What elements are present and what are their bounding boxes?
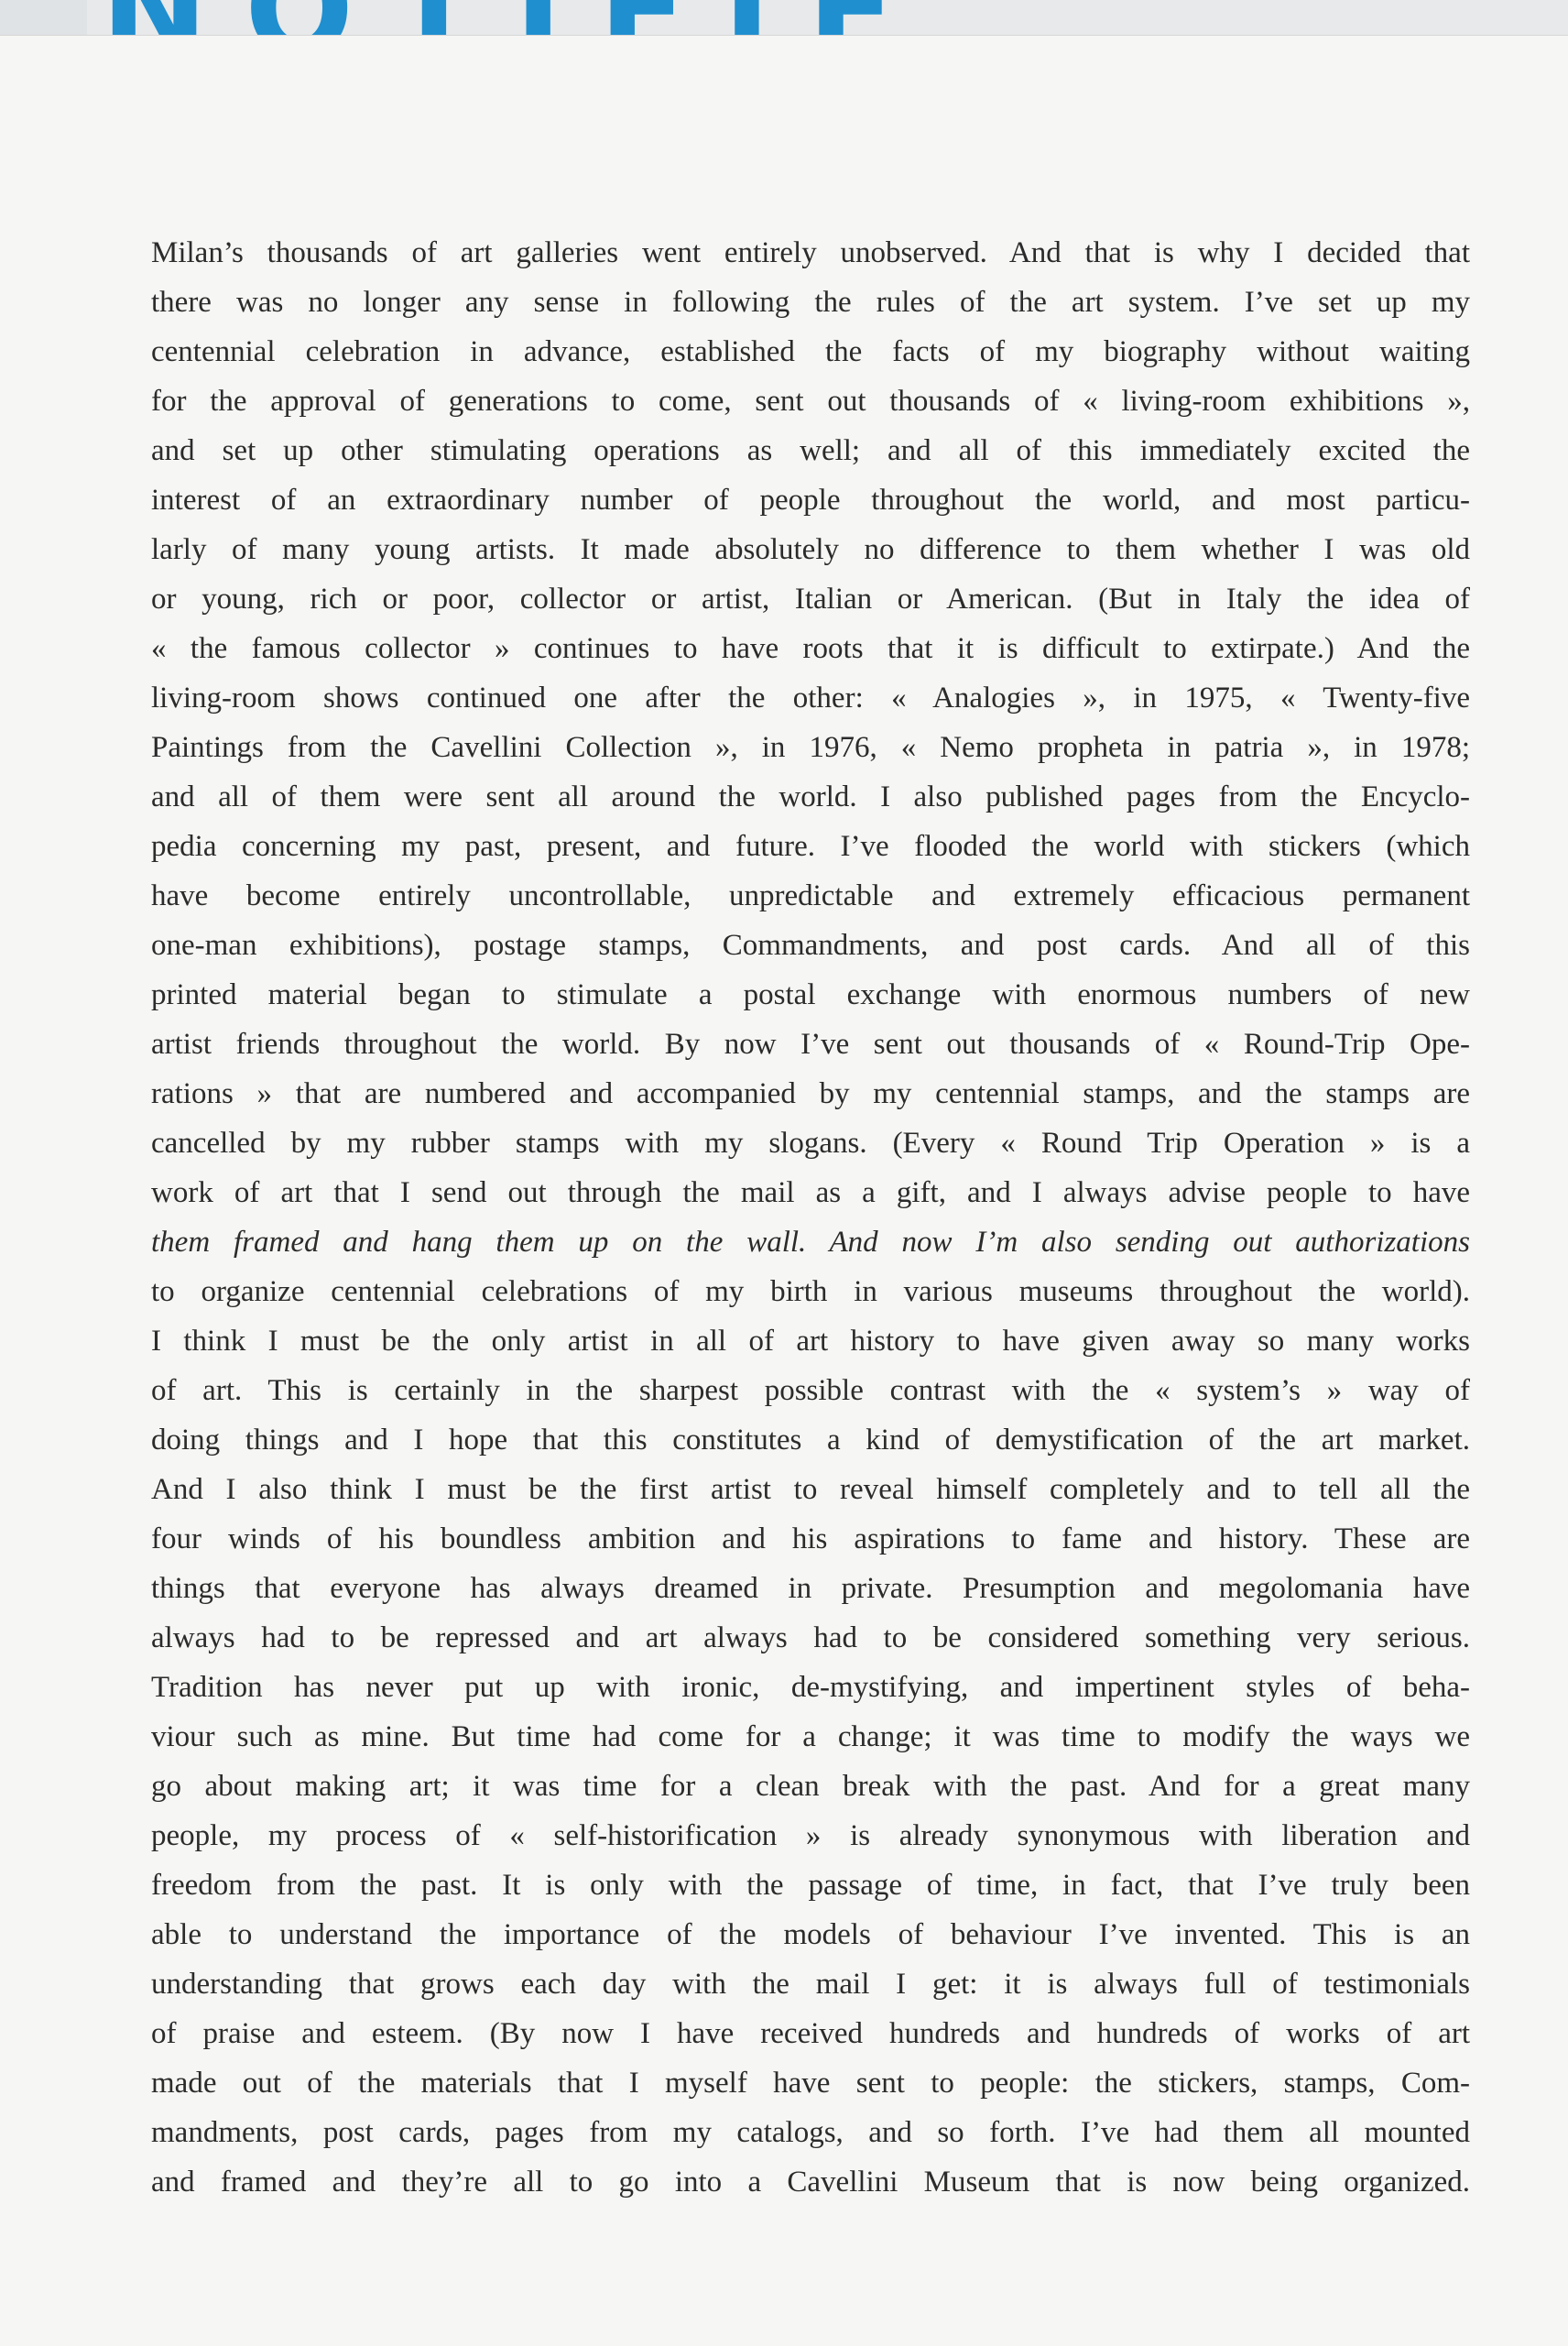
text-line: Milan’s thousands of art galleries went entirely unobserved. And that is why I decided that [151, 236, 1470, 269]
text-line: doing things and I hope that this constitutes a kind of demystification of the art market. [151, 1424, 1470, 1457]
text-line: Paintings from the Cavellini Collection », in 1976, « Nemo propheta in patria », in 1978; [151, 731, 1470, 764]
text-line: them framed and hang them up on the wall. And now I’m also sending out authorizations [151, 1226, 1470, 1259]
text-line: larly of many young artists. It made absolutely no difference to them whether I was old [151, 533, 1470, 566]
text-line: have become entirely uncontrollable, unpredictable and extremely efficacious permanent [151, 879, 1470, 912]
text-line: and set up other stimulating operations as well; and all of this immediately excited the [151, 434, 1470, 467]
text-line: things that everyone has always dreamed in private. Presumption and megolomania have [151, 1572, 1470, 1605]
text-line: « the famous collector » continues to have roots that it is difficult to extirpate.) And the [151, 632, 1470, 665]
text-line: living-room shows continued one after the other: « Analogies », in 1975, « Twenty-five [151, 682, 1470, 715]
text-line: people, my process of « self-historification » is already synonymous with liberation and [151, 1819, 1470, 1852]
text-line: cancelled by my rubber stamps with my slogans. (Every « Round Trip Operation » is a [151, 1127, 1470, 1160]
text-line: pedia concerning my past, present, and future. I’ve flooded the world with stickers (which [151, 830, 1470, 863]
text-line: mandments, post cards, pages from my catalogs, and so forth. I’ve had them all mounted [151, 2116, 1470, 2149]
text-line: there was no longer any sense in following the rules of the art system. I’ve set up my [151, 286, 1470, 319]
text-line: and framed and they’re all to go into a Cavellini Museum that is now being organized. [151, 2166, 1470, 2199]
text-line: rations » that are numbered and accompanied by my centennial stamps, and the stamps are [151, 1077, 1470, 1110]
text-line: or young, rich or poor, collector or artist, Italian or American. (But in Italy the idea of [151, 583, 1470, 616]
text-line: understanding that grows each day with the mail I get: it is always full of testimonials [151, 1968, 1470, 2001]
text-line: interest of an extraordinary number of people throughout the world, and most particu- [151, 484, 1470, 517]
page-sheet [0, 35, 1568, 2346]
text-line: centennial celebration in advance, established the facts of my biography without waiting [151, 335, 1470, 368]
text-line: made out of the materials that I myself have sent to people: the stickers, stamps, Com- [151, 2067, 1470, 2100]
text-line: printed material began to stimulate a postal exchange with enormous numbers of new [151, 978, 1470, 1011]
text-line: always had to be repressed and art always had to be considered something very serious. [151, 1621, 1470, 1654]
text-line: for the approval of generations to come, sent out thousands of « living-room exhibitions », [151, 385, 1470, 418]
text-line: to organize centennial celebrations of my birth in various museums throughout the world). [151, 1275, 1470, 1308]
text-line: freedom from the past. It is only with the passage of time, in fact, that I’ve truly been [151, 1869, 1470, 1902]
text-line: of art. This is certainly in the sharpest possible contrast with the « system’s » way of [151, 1374, 1470, 1407]
text-line: able to understand the importance of the models of behaviour I’ve invented. This is an [151, 1918, 1470, 1951]
text-line: go about making art; it was time for a clean break with the past. And for a great many [151, 1770, 1470, 1803]
text-line: of praise and esteem. (By now I have received hundreds and hundreds of works of art [151, 2017, 1470, 2050]
text-line: work of art that I send out through the mail as a gift, and I always advise people to have [151, 1176, 1470, 1209]
text-line: I think I must be the only artist in all of art history to have given away so many works [151, 1325, 1470, 1358]
text-line: four winds of his boundless ambition and his aspirations to fame and history. These are [151, 1522, 1470, 1555]
text-line: one-man exhibitions), postage stamps, Commandments, and post cards. And all of this [151, 929, 1470, 962]
text-line: Tradition has never put up with ironic, de-mystifying, and impertinent styles of beha- [151, 1671, 1470, 1704]
text-line: And I also think I must be the first artist to reveal himself completely and to tell all the [151, 1473, 1470, 1506]
text-line: and all of them were sent all around the world. I also published pages from the Encyclo- [151, 780, 1470, 813]
text-line: viour such as mine. But time had come for a change; it was time to modify the ways we [151, 1720, 1470, 1753]
body-text [151, 228, 1470, 2207]
text-line: artist friends throughout the world. By now I’ve sent out thousands of « Round-Trip Ope- [151, 1028, 1470, 1061]
